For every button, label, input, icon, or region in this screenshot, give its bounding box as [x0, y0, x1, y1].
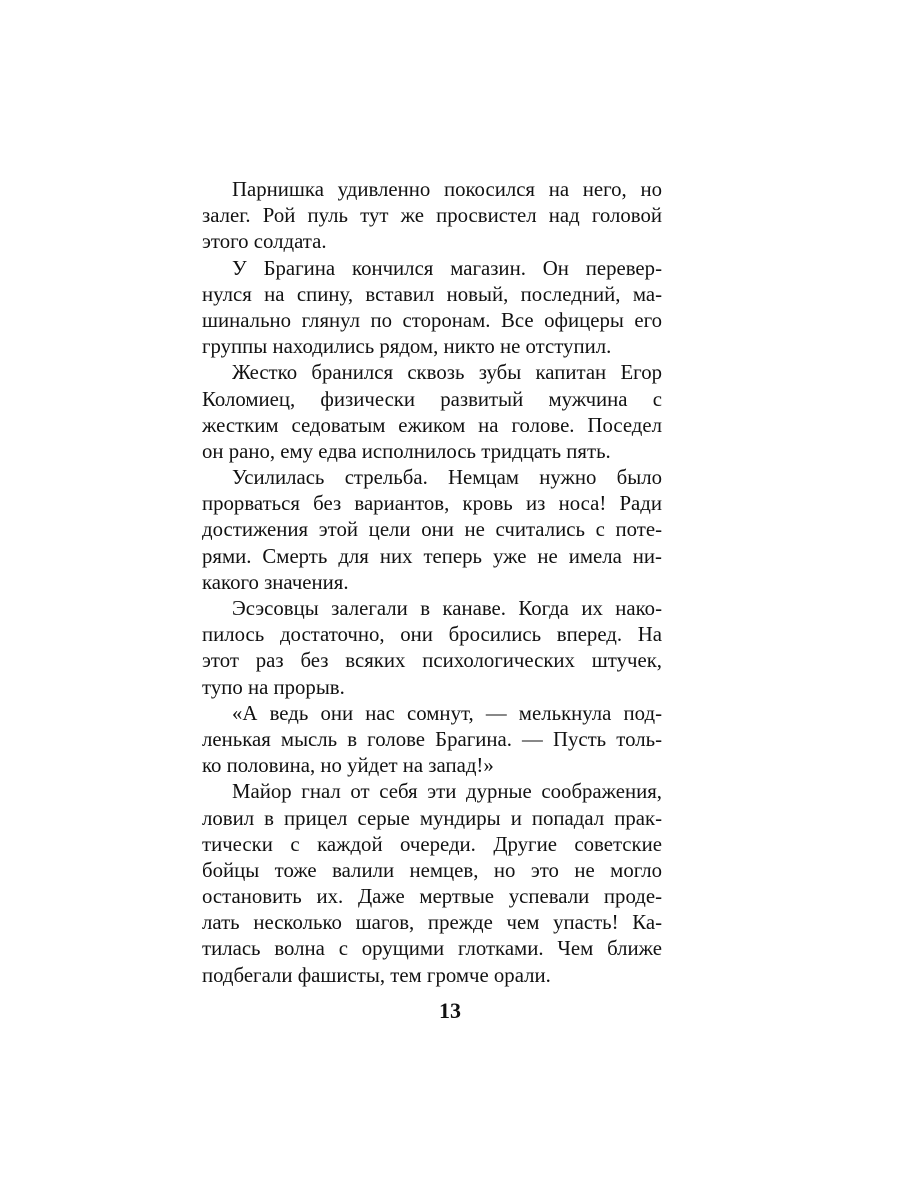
text-line: Парнишка удивленно покосился на него, но — [232, 178, 662, 201]
page-number: 13 — [439, 998, 461, 1023]
text-line: он рано, ему едва исполнилось тридцать пять. — [202, 439, 611, 463]
text-line: залег. Рой пуль тут же просвистел над головой — [202, 204, 662, 228]
text-line: нулся на спину, вставил новый, последний, ма- — [202, 282, 662, 306]
text-line: остановить их. Даже мертвые успевали проде- — [202, 885, 662, 909]
text-line: подбегали фашисты, тем громче орали. — [202, 963, 551, 987]
text-line: тически с каждой очереди. Другие советские — [202, 832, 662, 856]
text-line: пилось достаточно, они бросились вперед. На — [202, 623, 662, 647]
text-line: Коломиец, физически развитый мужчина с — [202, 387, 662, 411]
text-line: этот раз без всяких психологических штучек, — [202, 649, 662, 673]
text-line: Эсэсовцы залегали в канаве. Когда их нако- — [232, 597, 662, 620]
body-text — [202, 177, 662, 989]
text-line: рями. Смерть для них теперь уже не имела ни- — [202, 544, 662, 568]
text-line: бойцы тоже валили немцев, но это не могло — [202, 858, 662, 882]
paragraph — [202, 779, 662, 989]
text-line: тупо на прорыв. — [202, 675, 345, 699]
text-line: достижения этой цели они не считались с поте- — [202, 518, 662, 542]
text-line: ленькая мысль в голове Брагина. — Пусть толь- — [202, 727, 662, 751]
text-line: этого солдата. — [202, 230, 327, 254]
text-line: группы находились рядом, никто не отступил. — [202, 335, 612, 359]
text-line: Жестко бранился сквозь зубы капитан Егор — [232, 361, 662, 385]
text-line: Усилилась стрельба. Немцам нужно было — [232, 466, 662, 490]
text-line: ко половина, но уйдет на запад!» — [202, 754, 494, 778]
text-line: «А ведь они нас сомнут, — мелькнула под- — [232, 701, 662, 725]
text-line: Майор гнал от себя эти дурные соображения, — [232, 780, 662, 804]
text-line: ловил в прицел серые мундиры и попадал прак- — [202, 806, 662, 830]
text-line: шинально глянул по сторонам. Все офицеры его — [202, 308, 662, 332]
paragraph — [202, 465, 662, 596]
text-line: У Брагина кончился магазин. Он перевер- — [232, 256, 662, 280]
text-line: жестким седоватым ежиком на голове. Поседел — [202, 413, 662, 437]
text-line: лать несколько шагов, прежде чем упасть! Ка- — [202, 911, 662, 935]
paragraph — [202, 596, 662, 701]
paragraph — [202, 360, 662, 465]
paragraph — [202, 177, 662, 256]
text-line: какого значения. — [202, 570, 349, 594]
text-line: прорваться без вариантов, кровь из носа! Ради — [202, 492, 662, 516]
text-line: тилась волна с орущими глотками. Чем ближе — [202, 937, 662, 961]
paragraph — [202, 701, 662, 780]
paragraph — [202, 256, 662, 361]
